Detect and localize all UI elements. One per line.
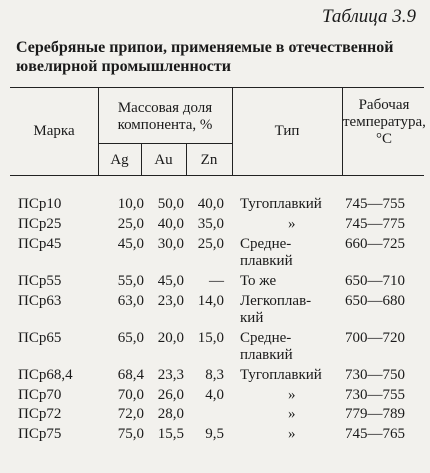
cell-type: »	[288, 426, 296, 442]
cell-au: 30,0	[157, 236, 184, 252]
cell-ag: 70,0	[117, 387, 144, 403]
cell-temperature: 745—775	[345, 216, 405, 232]
cell-au: 40,0	[157, 216, 184, 232]
cell-zn: 15,0	[197, 330, 224, 346]
cell-ag: 45,0	[117, 236, 144, 252]
cell-grade: ПСр63	[18, 293, 62, 309]
cell-grade: ПСр10	[18, 196, 62, 212]
cell-type: Средне- плавкий	[240, 236, 293, 269]
cell-zn: 8,3	[205, 367, 224, 383]
table-caption: Серебряные припои, применяемые в отечественной ювелирной промышленности	[16, 39, 394, 75]
cell-zn: 35,0	[197, 216, 224, 232]
header-bottom-rule	[10, 175, 424, 176]
cell-ag: 55,0	[117, 273, 144, 289]
cell-grade: ПСр55	[18, 273, 62, 289]
table-number: Таблица 3.9	[322, 6, 416, 27]
cell-ag: 25,0	[117, 216, 144, 232]
cell-type: Легкоплав- кий	[240, 293, 312, 326]
cell-type: Тугоплавкий	[240, 367, 322, 383]
cell-grade: ПСр68,4	[18, 367, 73, 383]
cell-type: Тугоплавкий	[240, 196, 322, 212]
cell-type: Средне- плавкий	[240, 330, 293, 363]
cell-au: 26,0	[157, 387, 184, 403]
cell-type: »	[288, 216, 296, 232]
cell-zn: 25,0	[197, 236, 224, 252]
cell-temperature: 650—680	[345, 293, 405, 309]
subheader-rule	[98, 143, 232, 144]
cell-type: »	[288, 406, 296, 422]
header-temperature: Рабочая температура, °С	[343, 97, 426, 147]
cell-ag: 65,0	[117, 330, 144, 346]
cell-type: То же	[240, 273, 277, 289]
cell-au: 23,3	[157, 367, 184, 383]
cell-zn: 14,0	[197, 293, 224, 309]
cell-ag: 75,0	[117, 426, 144, 442]
cell-temperature: 730—755	[345, 387, 405, 403]
cell-grade: ПСр70	[18, 387, 62, 403]
header-zn: Zn	[200, 152, 218, 168]
cell-zn: 40,0	[197, 196, 224, 212]
cell-au: 28,0	[157, 406, 184, 422]
cell-temperature: 660—725	[345, 236, 405, 252]
cell-grade: ПСр75	[18, 426, 62, 442]
cell-ag: 10,0	[117, 196, 144, 212]
cell-ag: 68,4	[117, 367, 144, 383]
cell-zn: 4,0	[205, 387, 224, 403]
header-type: Тип	[274, 123, 300, 139]
cell-au: 15,5	[157, 426, 184, 442]
cell-ag: 72,0	[117, 406, 144, 422]
cell-au: 50,0	[157, 196, 184, 212]
cell-temperature: 745—755	[345, 196, 405, 212]
cell-au: 23,0	[157, 293, 184, 309]
header-composition: Массовая доля компонента, %	[117, 100, 213, 133]
cell-type: »	[288, 387, 296, 403]
top-rule	[10, 87, 424, 88]
cell-au: 45,0	[157, 273, 184, 289]
cell-temperature: 730—750	[345, 367, 405, 383]
header-au: Au	[154, 152, 173, 168]
cell-au: 20,0	[157, 330, 184, 346]
cell-grade: ПСр72	[18, 406, 62, 422]
header-grade: Марка	[33, 123, 75, 139]
cell-grade: ПСр25	[18, 216, 62, 232]
cell-grade: ПСр45	[18, 236, 62, 252]
cell-temperature: 650—710	[345, 273, 405, 289]
cell-grade: ПСр65	[18, 330, 62, 346]
cell-zn: —	[209, 273, 224, 289]
cell-ag: 63,0	[117, 293, 144, 309]
cell-temperature: 700—720	[345, 330, 405, 346]
cell-zn: 9,5	[205, 426, 224, 442]
cell-temperature: 779—789	[345, 406, 405, 422]
header-ag: Ag	[110, 152, 129, 168]
cell-temperature: 745—765	[345, 426, 405, 442]
